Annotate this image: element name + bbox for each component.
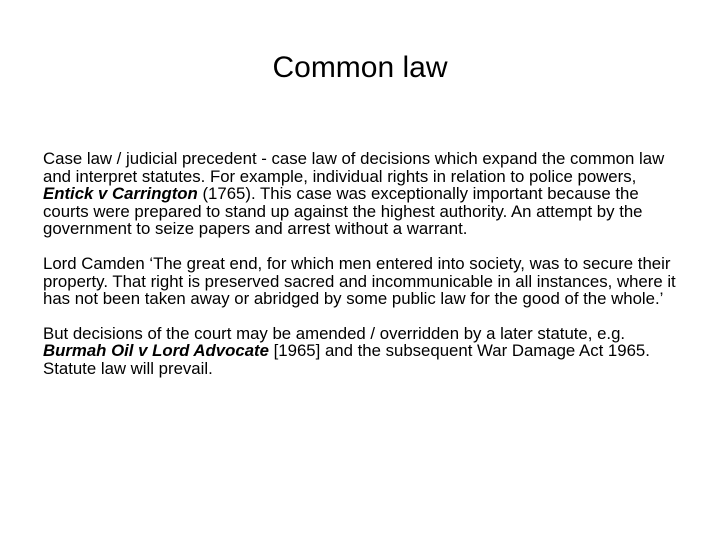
paragraph-case-law (43, 150, 683, 238)
paragraph-lord-camden-quote (43, 255, 683, 308)
slide-body (43, 150, 683, 395)
case-name-burmah-oil-v-lord-advocate: Burmah Oil v Lord Advocate (43, 341, 269, 361)
paragraph-text: (1765). This case was exceptionally important because the courts were prepared to stand up against the highest authority. An attempt by the government to seize papers and arrest without a warrant. (43, 184, 643, 239)
paragraph-text: But decisions of the court may be amended / overridden by a later statute, e.g. (43, 323, 626, 343)
paragraph-text: [1965] and the subsequent War Damage Act 1965. Statute law will prevail. (43, 341, 650, 378)
paragraph-statute-prevails (43, 325, 683, 378)
paragraph-text: Lord Camden ‘The great end, for which men entered into society, was to secure their property. That right is preserved sacred and incommunicable in all instances, where it has not been taken away or abridged by some public law for the good of the whole.’ (43, 253, 676, 309)
case-name-entick-v-carrington: Entick v Carrington (43, 184, 198, 204)
slide-title: Common law (272, 51, 448, 84)
paragraph-text: Case law / judicial precedent - case law of decisions which expand the common law and interpret statutes. For example, individual rights in relation to police powers, (43, 149, 665, 186)
